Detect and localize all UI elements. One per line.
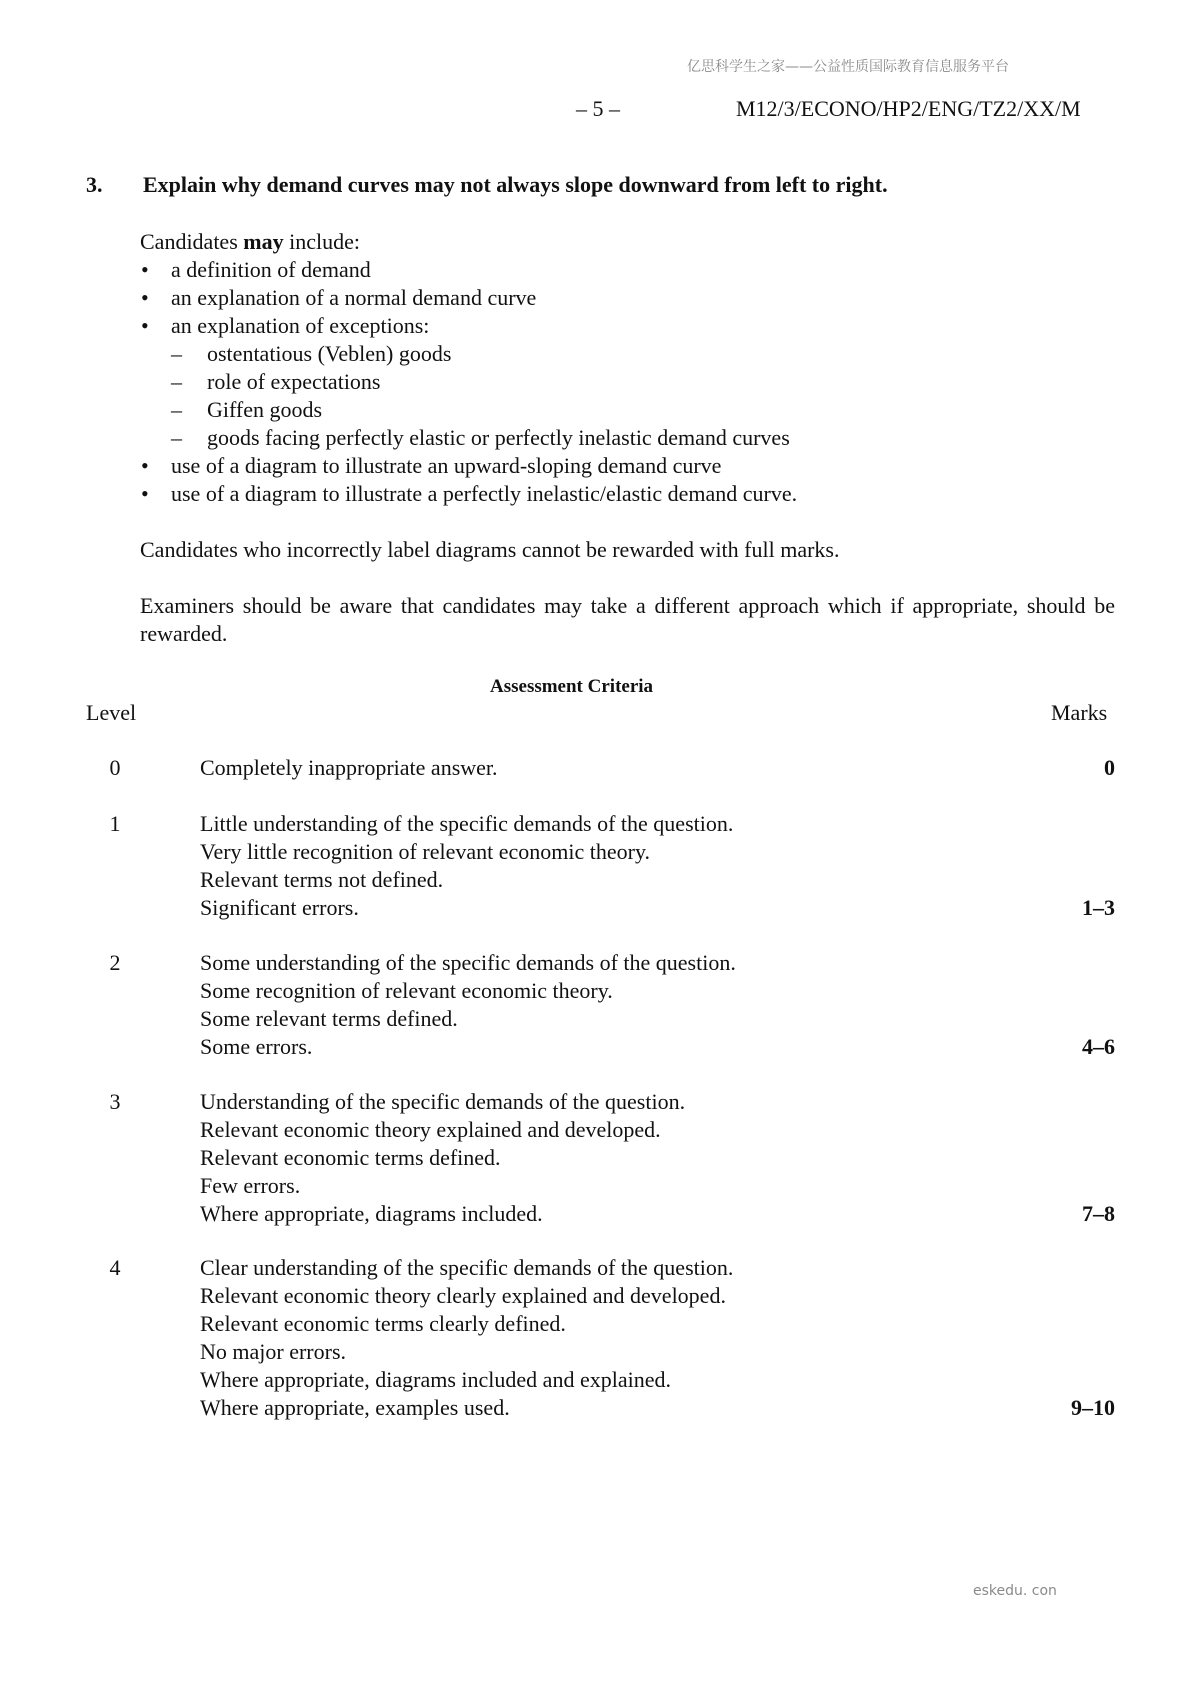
descriptor-line: Some recognition of relevant economic theory. [200,978,613,1003]
descriptor-line: Completely inappropriate answer. [200,755,498,780]
descriptor-line: Some errors. [200,1034,313,1059]
sub-list-item [171,340,1115,368]
list-item-text: use of a diagram to illustrate a perfectly inelastic/elastic demand curve. [171,481,798,506]
list-item [140,256,1115,284]
level-marks: 1–3 [1082,895,1115,920]
assessment-criteria-title: Assessment Criteria [490,676,654,697]
bullet-mark: • [141,257,149,282]
level-descriptors [200,1254,960,1422]
descriptor-line: Clear understanding of the specific demands of the question. [200,1255,734,1280]
bullet-mark: • [141,453,149,478]
descriptor-line: Relevant terms not defined. [200,867,444,892]
descriptor-line: Some understanding of the specific demands of the question. [200,950,736,975]
level-number: 4 [109,1255,121,1280]
dash-mark: – [171,341,182,366]
watermark-top: 亿思科学生之家——公益性质国际教育信息服务平台 [687,59,1009,75]
list-item-text: use of a diagram to illustrate an upward-sloping demand curve [171,453,722,478]
sub-list-item-text: ostentatious (Veblen) goods [207,341,452,366]
descriptor-line: Relevant economic theory clearly explained and developed. [200,1283,726,1308]
descriptor-line: Little understanding of the specific demands of the question. [200,811,734,836]
diagram-label-note: Candidates who incorrectly label diagrams cannot be rewarded with full marks. [140,537,840,562]
markscheme-content [140,228,1115,648]
sub-list-item [171,424,1115,452]
level-column-header: Level [86,700,137,725]
bullet-mark: • [141,481,149,506]
sub-list-item-text: goods facing perfectly elastic or perfectly inelastic demand curves [207,425,790,450]
bullet-mark: • [141,285,149,310]
descriptor-line: Understanding of the specific demands of the question. [200,1089,686,1114]
dash-mark: – [171,425,182,450]
intro-prefix: Candidates [140,229,244,254]
question-number: 3. [86,172,103,197]
level-descriptors [200,754,960,782]
descriptor-line: Where appropriate, examples used. [200,1395,510,1420]
list-item-text: a definition of demand [171,257,371,282]
descriptor-line: No major errors. [200,1339,347,1364]
examiner-note: Examiners should be aware that candidates may take a different approach which if appropriate, should be rewarded. [140,593,1115,646]
sub-list-item [171,396,1115,424]
document-code: M12/3/ECONO/HP2/ENG/TZ2/XX/M [736,96,1081,121]
bullet-mark: • [141,313,149,338]
descriptor-line: Relevant economic terms defined. [200,1145,501,1170]
sub-list [171,340,1115,452]
descriptor-line: Very little recognition of relevant economic theory. [200,839,651,864]
level-marks: 0 [1104,755,1115,780]
watermark-bottom: eskedu. con [973,1583,1057,1599]
list-item-text: an explanation of exceptions: [171,313,430,338]
level-number: 0 [109,755,121,780]
intro-line [140,228,1115,256]
level-descriptors [200,1088,960,1228]
descriptor-line: Where appropriate, diagrams included and explained. [200,1367,671,1392]
list-item-text: an explanation of a normal demand curve [171,285,537,310]
page-number: – 5 – [576,96,620,121]
marks-column-header: Marks [1051,700,1108,725]
list-item [140,312,1115,452]
list-item [140,480,1115,508]
descriptor-line: Few errors. [200,1173,301,1198]
descriptor-line: Relevant economic theory explained and developed. [200,1117,661,1142]
level-marks: 4–6 [1082,1034,1115,1059]
intro-suffix: include: [283,229,360,254]
level-marks: 9–10 [1071,1395,1115,1420]
descriptor-line: Some relevant terms defined. [200,1006,458,1031]
list-item [140,452,1115,480]
level-descriptors [200,810,960,922]
list-item [140,284,1115,312]
level-number: 1 [109,811,121,836]
level-number: 3 [109,1089,121,1114]
descriptor-line: Where appropriate, diagrams included. [200,1201,543,1226]
descriptor-line: Significant errors. [200,895,359,920]
question-text: Explain why demand curves may not always slope downward from left to right. [143,172,888,197]
level-marks: 7–8 [1082,1201,1115,1226]
sub-list-item [171,368,1115,396]
sub-list-item-text: role of expectations [207,369,381,394]
dash-mark: – [171,397,182,422]
level-number: 2 [109,950,121,975]
intro-bold: may [243,229,284,254]
dash-mark: – [171,369,182,394]
level-descriptors [200,949,960,1061]
descriptor-line: Relevant economic terms clearly defined. [200,1311,566,1336]
bullet-list [140,256,1115,508]
sub-list-item-text: Giffen goods [207,397,323,422]
